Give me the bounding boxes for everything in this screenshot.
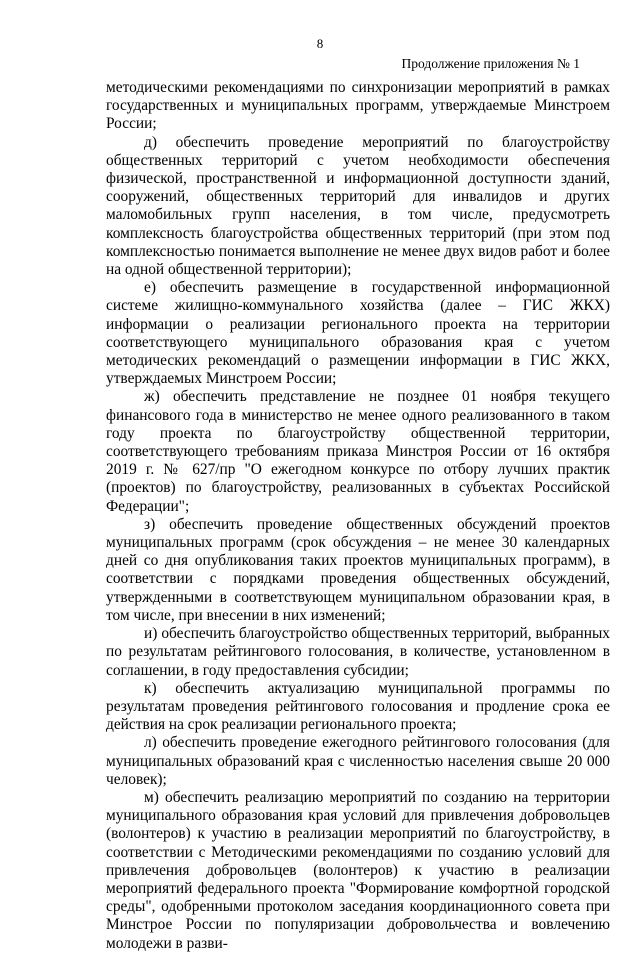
appendix-continuation-header: Продолжение приложения № 1 — [401, 56, 580, 71]
paragraph-k: к) обеспечить актуализацию муниципальной программы по результатам проведения рейтингового голосования и продление срока ее действия на срок реализации регионального проекта; — [106, 679, 610, 734]
paragraph-continuation: методическими рекомендациями по синхронизации мероприятий в рамках государственных и муниципальных программ, утверждаемые Минстроем России; — [106, 79, 610, 133]
paragraph-z: з) обеспечить проведение общественных обсуждений проектов муниципальных программ (срок обсуждения – не менее 30 календарных дней со дня опубликования таких проектов муниципальных программ), в соответствии с порядками проведения общественных обсуждений, утвержденными в соответствующем муниципальном образовании края, в том числе, при внесении в них изменений; — [106, 515, 610, 624]
paragraph-i: и) обеспечить благоустройство общественных территорий, выбранных по результатам рейтингового голосования, в количестве, установленном в соглашении, в году предоставления субсидии; — [106, 625, 610, 679]
paragraph-e: е) обеспечить размещение в государственной информационной системе жилищно-коммунального хозяйства (далее – ГИС ЖКХ) информации о реализации регионального проекта на территории соответствующего муниципального образования края с учетом методических рекомендаций о размещении информации в ГИС ЖКХ, утверждаемых Минстроем России; — [106, 279, 610, 388]
paragraph-l: л) обеспечить проведение ежегодного рейтингового голосования (для муниципальных образований края с численностью населения свыше 20 000 человек); — [106, 734, 610, 788]
page-number: 8 — [316, 36, 324, 51]
paragraph-m: м) обеспечить реализацию мероприятий по созданию на территории муниципального образования края условий для привлечения добровольцев (волонтеров) к участию в реализации мероприятий по благоустройству, в соответствии с Методическими рекомендациями по созданию условий для привлечения добровольцев (волонтеров) к участию в реализации мероприятий федерального проекта "Формирование комфортной городской среды", одобренными протоколом заседания координационного совета при Минстрое России по популяризации добровольчества и вовлечению молодежи в разви- — [106, 788, 610, 952]
paragraph-zh: ж) обеспечить представление не позднее 01 ноября текущего финансового года в министерство не менее одного реализованного в таком году проекта по благоустройству общественной территории, соответствующего требованиям приказа Минстроя России от 16 октября 2019 г. № 627/пр "О ежегодном конкурсе по отбору лучших практик (проектов) по благоустройству, реализованных в субъектах Российской Федерации"; — [106, 388, 610, 515]
paragraph-d: д) обеспечить проведение мероприятий по благоустройству общественных территорий с учетом необходимости обеспечения физической, пространственной и информационной доступности зданий, сооружений, общественных территорий для инвалидов и других маломобильных групп населения, в том числе, предусмотреть комплексность благоустройства общественных территорий (при этом под комплексностью понимается выполнение не менее двух видов работ и более на одной общественной территории); — [106, 133, 610, 279]
body-text — [106, 79, 610, 953]
